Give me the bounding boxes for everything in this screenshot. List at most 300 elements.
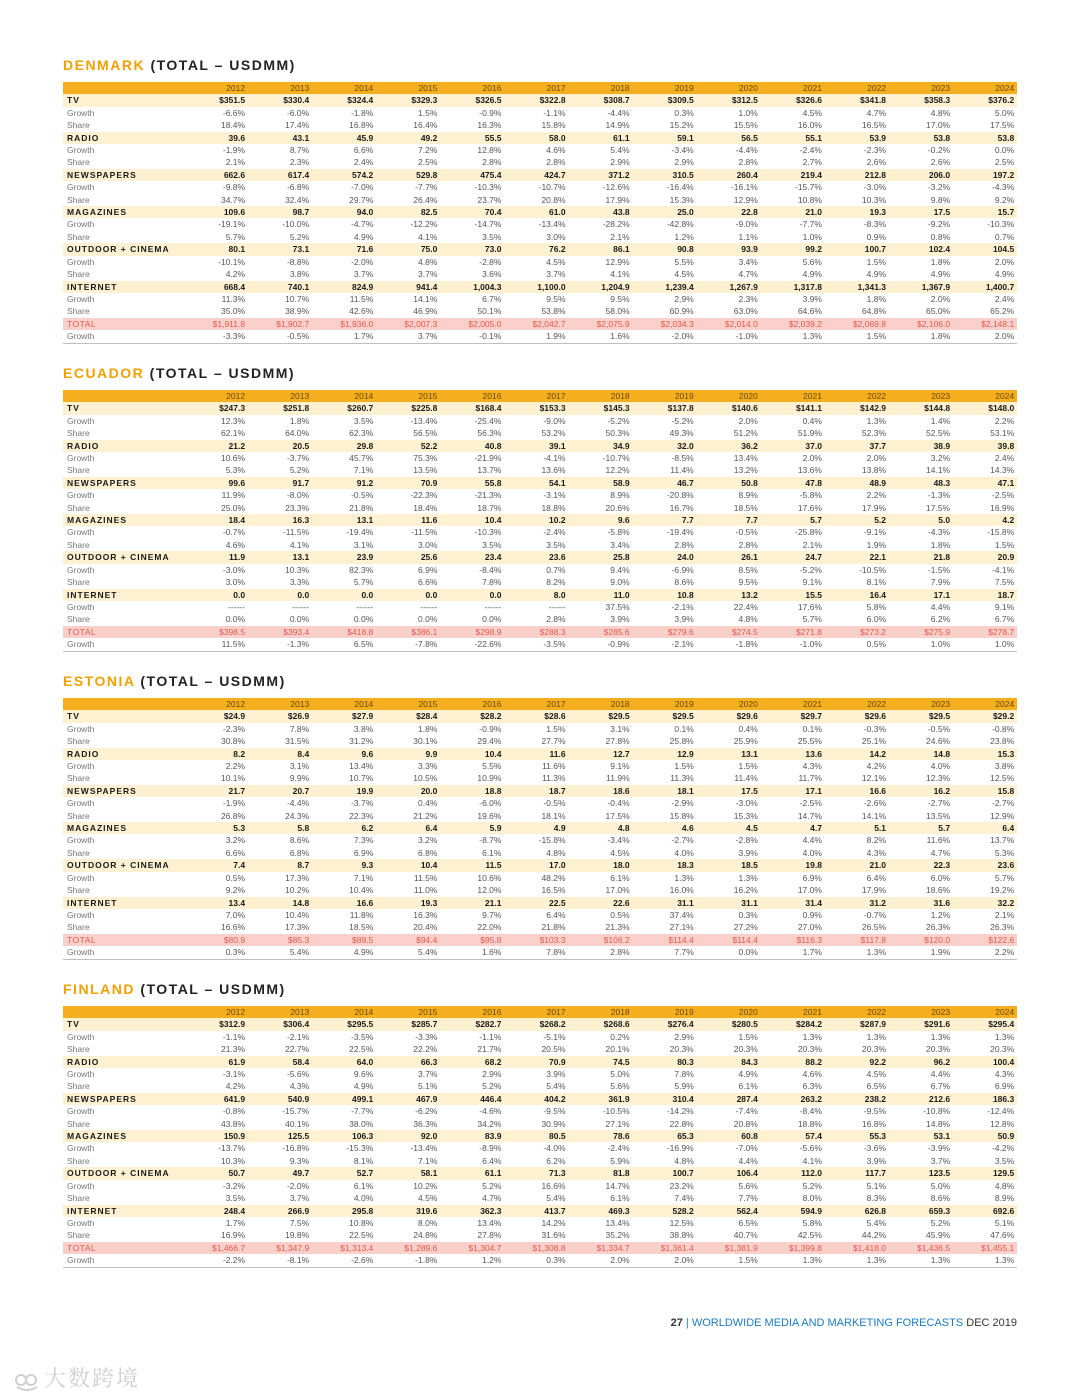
row-label: Share [63,119,184,131]
value-cell: 51.9% [761,427,825,439]
value-cell: 25.0% [184,502,248,514]
value-cell: $116.3 [761,934,825,946]
category-row [63,514,1017,526]
value-cell: $276.4 [633,1018,697,1030]
value-cell: 17.3% [248,921,312,933]
metric-row [63,1043,1017,1055]
metric-row [63,144,1017,156]
value-cell: $1,455.1 [953,1242,1017,1254]
value-cell: 91.7 [248,477,312,489]
value-cell: 9.6 [569,514,633,526]
value-cell: 7.8% [248,723,312,735]
value-cell: $285.7 [376,1018,440,1030]
value-cell: 3.5% [440,539,504,551]
value-cell: 11.9% [184,489,248,501]
value-cell: 25.1% [825,735,889,747]
value-cell: 25.0 [633,206,697,218]
value-cell: 4.4% [697,1155,761,1167]
value-cell: 7.7% [633,946,697,959]
value-cell: -3.4% [633,144,697,156]
value-cell: $2,007.3 [376,318,440,330]
value-cell: 21.7% [440,1043,504,1055]
value-cell: 2.8% [569,946,633,959]
year-header-cell: 2017 [504,390,568,402]
metric-row [63,564,1017,576]
value-cell: 53.1 [889,1130,953,1142]
value-cell: 0.0 [440,589,504,601]
value-cell: 10.4% [248,909,312,921]
value-cell: 18.7% [440,502,504,514]
value-cell: 50.1% [440,305,504,317]
value-cell: 4.9% [312,1080,376,1092]
value-cell: $312.9 [184,1018,248,1030]
value-cell: 18.4% [376,502,440,514]
value-cell: 53.8 [953,132,1017,144]
value-cell: 100.4 [953,1056,1017,1068]
value-cell: $28.6 [504,710,568,722]
value-cell: 4.9% [697,1068,761,1080]
value-cell: 16.4 [825,589,889,601]
category-row [63,1167,1017,1179]
value-cell: 16.2 [889,785,953,797]
value-cell: -1.5% [889,564,953,576]
year-header-cell: 2015 [376,82,440,94]
value-cell: 824.9 [312,281,376,293]
value-cell: 22.4% [697,601,761,613]
metric-row [63,1180,1017,1192]
value-cell: 62.3% [312,427,376,439]
metric-row [63,723,1017,735]
value-cell: 81.8 [569,1167,633,1179]
value-cell: 5.7% [761,613,825,625]
value-cell: 5.2% [248,231,312,243]
value-cell: 96.2 [889,1056,953,1068]
value-cell: 475.4 [440,169,504,181]
value-cell: -10.8% [889,1105,953,1117]
value-cell: 61.1 [440,1167,504,1179]
row-label: MAGAZINES [63,822,184,834]
value-cell: 6.4 [376,822,440,834]
year-header-cell: 2022 [825,698,889,710]
value-cell: 53.1% [953,427,1017,439]
value-cell: 82.3% [312,564,376,576]
unit-label: (TOTAL – USDMM) [150,57,296,73]
value-cell: 26.4% [376,194,440,206]
value-cell: 19.8 [761,859,825,871]
value-cell: 5.1% [376,1080,440,1092]
value-cell: 4.9% [953,268,1017,280]
value-cell: 5.3 [184,822,248,834]
value-cell: 4.9% [312,231,376,243]
value-cell: 1.3% [633,872,697,884]
value-cell: 15.5% [697,119,761,131]
value-cell: 3.6% [440,268,504,280]
value-cell: 4.8% [889,107,953,119]
value-cell: 11.5% [312,293,376,305]
value-cell: -9.5% [825,1105,889,1117]
value-cell: 31.5% [248,735,312,747]
value-cell: 31.6% [504,1229,568,1241]
category-row [63,897,1017,909]
year-header-cell: 2014 [312,1006,376,1018]
value-cell: 4.5% [825,1068,889,1080]
value-cell: -0.5% [312,489,376,501]
value-cell: 0.7% [504,564,568,576]
value-cell: 65.0% [889,305,953,317]
value-cell: 186.3 [953,1093,1017,1105]
value-cell: 32.2 [953,897,1017,909]
value-cell: 2.6% [825,156,889,168]
value-cell: 1,367.9 [889,281,953,293]
value-cell: 45.9 [312,132,376,144]
value-cell: 24.3% [248,810,312,822]
row-label: Growth [63,1031,184,1043]
value-cell: 17.0% [569,884,633,896]
value-cell: 4.6% [184,539,248,551]
value-cell: 1.9% [825,539,889,551]
value-cell: 37.5% [569,601,633,613]
value-cell: 4.1% [761,1155,825,1167]
metric-row [63,909,1017,921]
value-cell: 21.7 [184,785,248,797]
page-number: 27 [670,1317,683,1329]
value-cell: $275.9 [889,626,953,638]
value-cell: $24.9 [184,710,248,722]
value-cell: 32.0 [633,440,697,452]
year-header-cell: 2013 [248,1006,312,1018]
value-cell: $1,334.7 [569,1242,633,1254]
value-cell: 4.3% [248,1080,312,1092]
year-header-cell: 2016 [440,390,504,402]
year-header-cell: 2015 [376,390,440,402]
value-cell: 11.4% [633,464,697,476]
metric-row [63,526,1017,538]
value-cell: 4.8 [569,822,633,834]
value-cell: 14.7% [569,1180,633,1192]
value-cell: 6.5% [697,1217,761,1229]
value-cell: $341.8 [825,94,889,106]
value-cell: 14.1% [825,810,889,822]
value-cell: 17.3% [248,872,312,884]
metric-row [63,797,1017,809]
value-cell: 413.7 [504,1205,568,1217]
row-label: TV [63,1018,184,1030]
value-cell: 0.0% [953,144,1017,156]
country-name: ESTONIA [63,673,135,689]
value-cell: 9.9 [376,748,440,760]
value-cell: $280.5 [697,1018,761,1030]
row-label: Growth [63,946,184,959]
value-cell: -2.5% [761,797,825,809]
year-header-cell: 2012 [184,698,248,710]
value-cell: -0.9% [569,638,633,651]
value-cell: 62.1% [184,427,248,439]
value-cell: 1.5% [633,760,697,772]
value-cell: $1,313.4 [312,1242,376,1254]
value-cell: 562.4 [697,1205,761,1217]
value-cell: 2.9% [633,1031,697,1043]
row-label: RADIO [63,1056,184,1068]
value-cell: 17.0% [761,884,825,896]
value-cell: 1.5% [697,1254,761,1267]
value-cell: 55.1 [761,132,825,144]
value-cell: -7.7% [761,218,825,230]
value-cell: -6.0% [248,107,312,119]
value-cell: 6.9% [953,1080,1017,1092]
value-cell: 6.6% [184,847,248,859]
value-cell: 5.4% [504,1192,568,1204]
value-cell: 80.1 [184,243,248,255]
value-cell: 540.9 [248,1093,312,1105]
year-header-cell: 2019 [633,698,697,710]
value-cell: $29.5 [569,710,633,722]
value-cell: $418.8 [312,626,376,638]
row-label: Growth [63,872,184,884]
value-cell: 23.2% [633,1180,697,1192]
value-cell: 238.2 [825,1093,889,1105]
metric-row [63,1142,1017,1154]
value-cell: 27.1% [569,1118,633,1130]
category-row [63,132,1017,144]
value-cell: -14.2% [633,1105,697,1117]
value-cell: 12.0% [440,884,504,896]
value-cell: 0.0 [376,589,440,601]
value-cell: $85.3 [248,934,312,946]
country-name: ECUADOR [63,365,145,381]
value-cell: $29.6 [825,710,889,722]
value-cell: 3.0% [376,539,440,551]
value-cell: 692.6 [953,1205,1017,1217]
value-cell: 3.0% [184,576,248,588]
value-cell: 43.1 [248,132,312,144]
value-cell: 16.5% [825,119,889,131]
value-cell: 9.6 [312,748,376,760]
value-cell: 45.7% [312,452,376,464]
section-title [63,57,1017,77]
value-cell: 8.2 [184,748,248,760]
value-cell: 49.2 [376,132,440,144]
value-cell: $1,361.4 [633,1242,697,1254]
metric-row [63,1080,1017,1092]
year-header-cell: 2023 [889,1006,953,1018]
value-cell: 61.9 [184,1056,248,1068]
value-cell: 8.3% [825,1192,889,1204]
value-cell: 75.3% [376,452,440,464]
value-cell: 16.3 [248,514,312,526]
row-label: Share [63,305,184,317]
value-cell: 9.4% [569,564,633,576]
metric-row [63,760,1017,772]
value-cell: -3.6% [825,1142,889,1154]
value-cell: 39.6 [184,132,248,144]
value-cell: 1.5% [697,760,761,772]
value-cell: 3.0% [504,231,568,243]
value-cell: 5.6% [761,256,825,268]
value-cell: 21.2 [184,440,248,452]
value-cell: 3.5% [184,1192,248,1204]
value-cell: 12.7 [569,748,633,760]
value-cell: 12.9% [697,194,761,206]
value-cell: $89.5 [312,934,376,946]
value-cell: 16.2% [697,884,761,896]
value-cell: 0.9% [825,231,889,243]
value-cell: 0.0% [184,613,248,625]
value-cell: -2.2% [184,1254,248,1267]
value-cell: 8.6% [889,1192,953,1204]
metric-row [63,305,1017,317]
value-cell: 3.9% [633,613,697,625]
value-cell: 22.3 [889,859,953,871]
value-cell: 8.7 [248,859,312,871]
value-cell: 10.5% [376,772,440,784]
value-cell: 1.9% [889,946,953,959]
value-cell: 3.2% [889,452,953,464]
value-cell: 17.0% [889,119,953,131]
value-cell: 2.0% [953,330,1017,343]
value-cell: 4.2% [184,268,248,280]
value-cell: -4.7% [312,218,376,230]
value-cell: 17.5% [569,810,633,822]
value-cell: 19.8% [248,1229,312,1241]
row-label: Share [63,847,184,859]
value-cell: 7.7% [697,1192,761,1204]
value-cell: 88.2 [761,1056,825,1068]
value-cell: $103.3 [504,934,568,946]
value-cell: ------ [248,601,312,613]
value-cell: 8.6% [248,834,312,846]
value-cell: $1,347.9 [248,1242,312,1254]
footer-date: DEC 2019 [963,1317,1017,1329]
value-cell: 7.7 [633,514,697,526]
row-label: OUTDOOR + CINEMA [63,1167,184,1179]
value-cell: 50.3% [569,427,633,439]
value-cell: 20.8% [504,194,568,206]
value-cell: -1.3% [889,489,953,501]
value-cell: 0.4% [697,723,761,735]
value-cell: -0.5% [248,330,312,343]
value-cell: 25.6 [376,551,440,563]
value-cell: 8.6% [633,576,697,588]
value-cell: $312.5 [697,94,761,106]
value-cell: 0.0% [248,613,312,625]
value-cell: -11.5% [376,526,440,538]
value-cell: 7.2% [376,144,440,156]
value-cell: 0.3% [633,107,697,119]
value-cell: 65.2% [953,305,1017,317]
value-cell: 4.0% [633,847,697,859]
year-header-row [63,698,1017,710]
value-cell: 6.0% [889,872,953,884]
year-header-cell: 2024 [953,390,1017,402]
value-cell: $80.9 [184,934,248,946]
value-cell: 21.0 [825,859,889,871]
value-cell: 362.3 [440,1205,504,1217]
value-cell: 20.7 [248,785,312,797]
value-cell: 2.9% [633,293,697,305]
metric-row [63,1068,1017,1080]
value-cell: 5.2% [761,1180,825,1192]
value-cell: 287.4 [697,1093,761,1105]
value-cell: 6.5% [825,1080,889,1092]
year-header-cell: 2020 [697,698,761,710]
header-blank-cell [63,390,184,402]
value-cell: 27.2% [697,921,761,933]
year-header-cell: 2013 [248,82,312,94]
value-cell: 5.3% [953,847,1017,859]
value-cell: $28.4 [376,710,440,722]
value-cell: $2,014.0 [697,318,761,330]
unit-label: (TOTAL – USDMM) [140,673,286,689]
value-cell: 4.1% [376,231,440,243]
metric-row [63,464,1017,476]
value-cell: -10.7% [504,181,568,193]
row-label: Growth [63,218,184,230]
value-cell: 27.1% [633,921,697,933]
value-cell: 22.8 [697,206,761,218]
value-cell: 4.5 [697,822,761,834]
value-cell: 8.9% [697,489,761,501]
value-cell: 4.2 [953,514,1017,526]
section-finland [63,981,1017,1268]
category-row [63,1018,1017,1030]
value-cell: 1.3% [825,1031,889,1043]
value-cell: 31.2% [312,735,376,747]
category-row [63,402,1017,414]
value-cell: 0.8% [889,231,953,243]
value-cell: 5.4% [825,1217,889,1229]
value-cell: $2,069.8 [825,318,889,330]
value-cell: $114.4 [633,934,697,946]
value-cell: 47.1 [953,477,1017,489]
value-cell: 20.3% [761,1043,825,1055]
year-header-cell: 2014 [312,390,376,402]
value-cell: -12.6% [569,181,633,193]
value-cell: 5.0% [889,1180,953,1192]
value-cell: 82.5 [376,206,440,218]
value-cell: 9.6% [312,1068,376,1080]
value-cell: -25.8% [761,526,825,538]
year-header-cell: 2023 [889,698,953,710]
value-cell: 20.5 [248,440,312,452]
value-cell: -1.1% [440,1031,504,1043]
value-cell: 21.8% [312,502,376,514]
row-label: Share [63,613,184,625]
value-cell: -3.7% [312,797,376,809]
section-title [63,673,1017,693]
year-header-cell: 2018 [569,1006,633,1018]
value-cell: $271.8 [761,626,825,638]
value-cell: -3.3% [376,1031,440,1043]
value-cell: 56.5 [697,132,761,144]
value-cell: 2.4% [953,452,1017,464]
value-cell: 2.5% [953,156,1017,168]
value-cell: 52.3% [825,427,889,439]
value-cell: 5.8% [825,601,889,613]
value-cell: 1.3% [953,1031,1017,1043]
value-cell: -6.8% [248,181,312,193]
value-cell: 15.8% [504,119,568,131]
value-cell: 617.4 [248,169,312,181]
header-blank-cell [63,698,184,710]
metric-row [63,601,1017,613]
year-header-row [63,82,1017,94]
year-header-cell: 2024 [953,82,1017,94]
value-cell: 4.9% [312,946,376,959]
value-cell: 6.6% [376,576,440,588]
value-cell: 4.7% [889,847,953,859]
value-cell: 594.9 [761,1205,825,1217]
data-table [63,82,1017,344]
